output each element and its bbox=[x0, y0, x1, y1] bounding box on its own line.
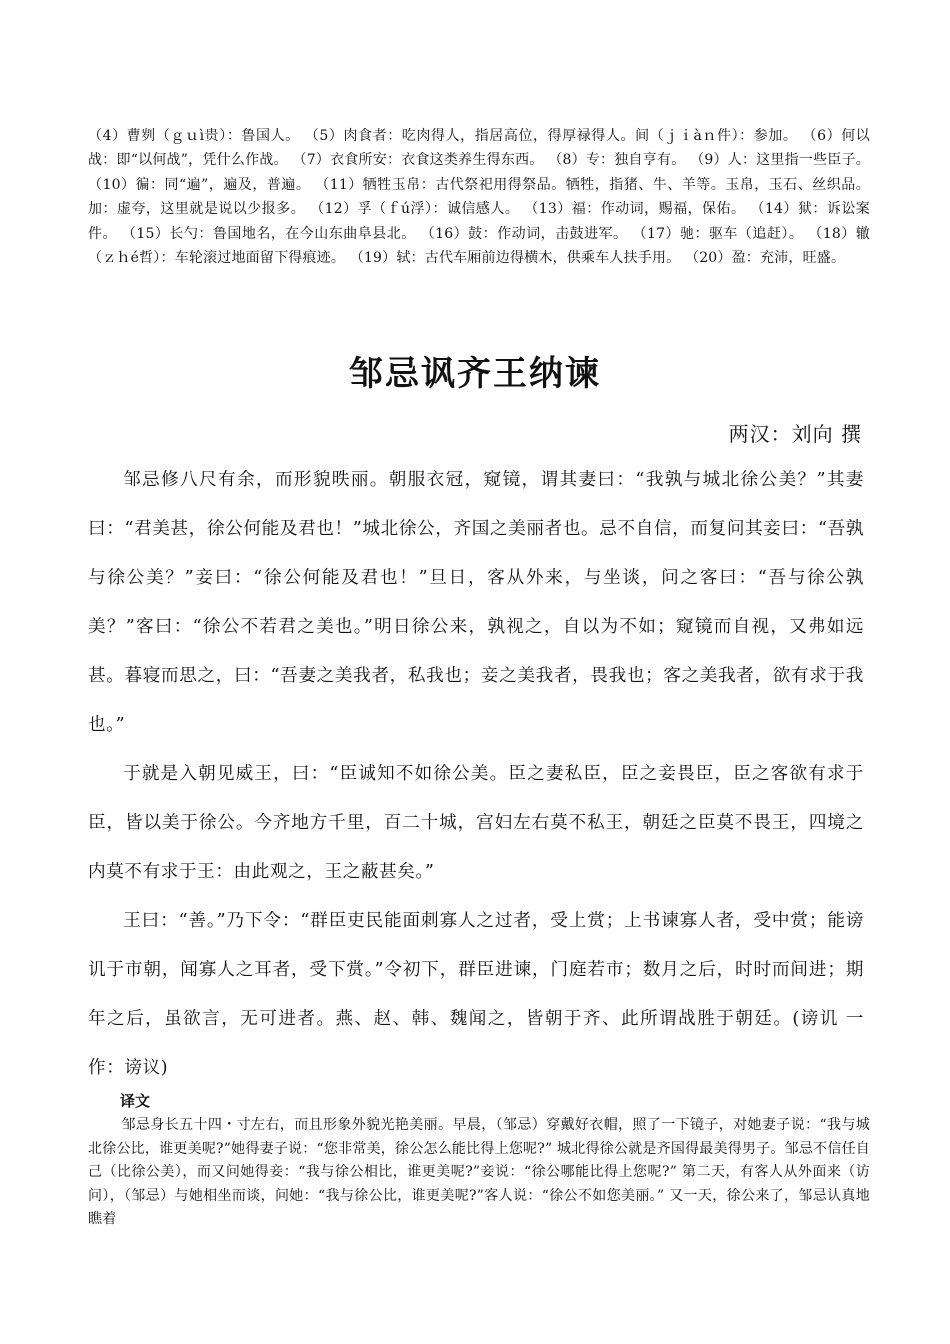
classical-text bbox=[88, 456, 864, 1093]
page-title: 邹忌讽齐王纳谏 bbox=[349, 354, 601, 394]
paragraph-3: 王曰：“善。”乃下令：“群臣吏民能面刺寡人之过者，受上赏；上书谏寡人者，受中赏；能谤讥于市朝，闻寡人之耳者，受下赏。”令初下，群臣进谏，门庭若市；数月之后，时时而间进；期年之后，虽欲言，无可进者。燕、赵、韩、魏闻之，皆朝于齐、此所谓战胜于朝廷。(谤讥 一作：谤议) bbox=[88, 911, 864, 1078]
translation-text: 邹忌身长五十四・寸左右，而且形象外貌光艳美丽。早晨，（邹忌）穿戴好衣帽，照了一下镜子，对她妻子说：“我与城北徐公比，谁更美呢?”她得妻子说：“您非常美，徐公怎么能比得上您呢?” 城北得徐公就是齐国得最美得男子。邹忌不信任自己（比徐公美），而又问她得妾：“我与徐公相比，谁更美呢?”妾说：“徐公哪能比得上您呢?” 第二天，有客人从外面来（访问），（邹忌）与她相坐而谈，问她：“我与徐公比，谁更美呢?”客人说：“徐公不如您美丽。” 又一天，徐公来了，邹忌认真地瞧着 bbox=[88, 1117, 870, 1228]
annotation-notes: （4）曹刿（ｇｕì贵）：鲁国人。 （5）肉食者：吃肉得人，指居高位，得厚禄得人。间（ｊｉàｎ件）：参加。 （6）何以战：即“以何战”，凭什么作战。 （7）衣食所安：衣食这类养生得东西。 （8）专：独自亨有。 （9）人：这里指一些臣子。 （10）徧：同“遍”，遍及，普遍。 （11）牺牲玉帛：古代祭祀用得祭品。牺牲，指猪、牛、羊等。玉帛，玉石、丝织品。加：虚夸，这里就是说以少报多。 （12）孚（ｆú浮）：诚信感人。 （13）福：作动词，赐福，保佑。 （14）狱：诉讼案件。 （15）长勺：鲁国地名，在今山东曲阜县北。 （16）鼓：作动词，击鼓进军。 （17）驰：驱车（追赶）。 （18）辙（ｚｈé哲）：车轮滚过地面留下得痕迹。 （19）轼：古代车厢前边得横木，供乘车人扶手用。 （20）盈：充沛，旺盛。 bbox=[88, 128, 870, 267]
author-line: 两汉：刘向 撰 bbox=[728, 422, 862, 446]
paragraph-1: 邹忌修八尺有余，而形貌昳丽。朝服衣冠，窥镜，谓其妻曰：“我孰与城北徐公美？”其妻曰：“君美甚，徐公何能及君也！”城北徐公，齐国之美丽者也。忌不自信，而复问其妾曰：“吾孰与徐公美？”妾曰：“徐公何能及君也！”旦日，客从外来，与坐谈，问之客曰：“吾与徐公孰美？”客曰：“徐公不若君之美也。”明日徐公来，孰视之，自以为不如；窥镜而自视，又弗如远甚。暮寝而思之，曰：“吾妻之美我者，私我也；妾之美我者，畏我也；客之美我者，欲有求于我也。” bbox=[88, 470, 864, 735]
paragraph-2: 于就是入朝见威王，曰：“臣诚知不如徐公美。臣之妻私臣，臣之妾畏臣，臣之客欲有求于臣，皆以美于徐公。今齐地方千里，百二十城，宫妇左右莫不私王，朝廷之臣莫不畏王，四境之内莫不有求于王：由此观之，王之蔽甚矣。” bbox=[88, 764, 864, 882]
translation-heading: 译文 bbox=[120, 1092, 151, 1110]
